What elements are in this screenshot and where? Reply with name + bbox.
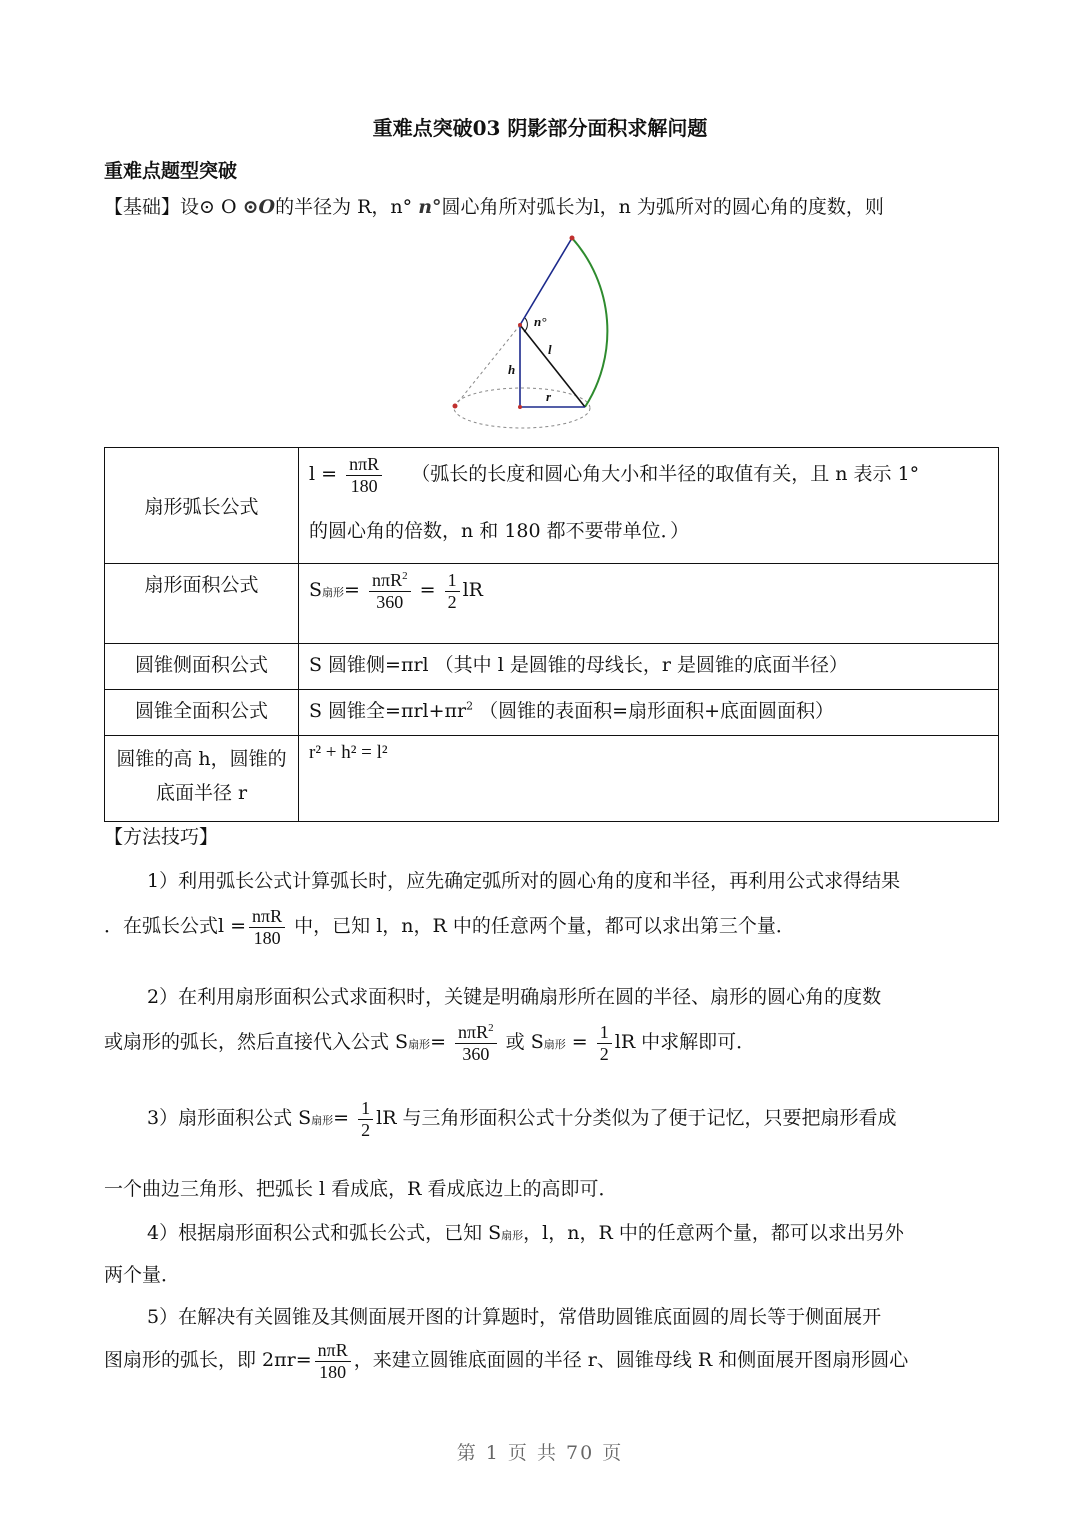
method-4-line-1: 4）根据扇形面积公式和弧长公式，已知 S扇形，l，n，R 中的任意两个量，都可以求出另外: [147, 1222, 904, 1244]
row-content: S 圆锥侧=πrl （其中 l 是圆锥的母线长，r 是圆锥的底面半径）: [299, 644, 999, 690]
row-content: S扇形= $\frac{n\pi R^2}{360}$ = $\frac{1}{2}$ lR: [299, 564, 999, 644]
fraction: $\frac{n\pi R^2}{360}$: [455, 1022, 497, 1064]
circle-o-symbol: ⊙O: [242, 196, 276, 218]
left-point: [453, 404, 458, 409]
formula-table: [104, 447, 999, 822]
row-label: 圆锥侧面积公式: [105, 644, 299, 690]
cone-sector-diagram: [440, 228, 640, 434]
fraction: $\frac{\text{nπR}}{180}$: [315, 1340, 351, 1382]
table-row: [105, 564, 999, 644]
section-heading: 重难点题型突破: [104, 160, 238, 182]
formula-lhs: l =: [309, 463, 338, 486]
sector-radius-line: [520, 238, 572, 325]
method-3-line-2: 一个曲边三角形、把弧长 l 看成底，R 看成底边上的高即可．: [104, 1178, 618, 1200]
slant-height-line: [520, 325, 585, 407]
formula-note-cont: 的圆心角的倍数，n 和 180 都不要带单位．）: [309, 520, 690, 543]
row-label: 圆锥全面积公式: [105, 690, 299, 736]
angle-label: n°: [534, 314, 547, 329]
n-degree-symbol: n°: [418, 196, 442, 218]
method-2-line-2: 或扇形的弧长，然后直接代入公式 S扇形= $\frac{n\pi R^2}{360}$ 或 S扇形 = $\frac{1}{2}$ lR 中求解即可．: [104, 1022, 756, 1064]
method-3-line-1: 3）扇形面积公式 S扇形= $\frac{1}{2}$ lR 与三角形面积公式十分类似为了便于记忆，只要把扇形看成: [147, 1098, 897, 1140]
apex-point: [518, 323, 522, 327]
intro-text-c: 圆心角所对弧长为l，n 为弧所对的圆心角的度数，则: [441, 196, 884, 218]
row-content: S 圆锥全$=\pi rl+\pi r^2$ （圆锥的表面积=扇形面积+底面圆面积）: [299, 690, 999, 736]
top-point: [570, 236, 575, 241]
method-2-line-1: 2）在利用扇形面积公式求面积时，关键是明确扇形所在圆的半径、扇形的圆心角的度数: [147, 986, 882, 1008]
page-footer: 第 1 页 共 70 页: [456, 1442, 624, 1464]
intro-text-b: 的半径为 R，n°: [275, 196, 413, 218]
methods-heading: 【方法技巧】: [104, 826, 219, 848]
center-point: [518, 405, 522, 409]
method-5-line-1: 5）在解决有关圆锥及其侧面展开图的计算题时，常借助圆锥底面圆的周长等于侧面展开: [147, 1306, 882, 1328]
row-label: 扇形弧长公式: [105, 448, 299, 564]
page-title: 重难点突破03 阴影部分面积求解问题: [372, 116, 708, 140]
fraction: $\frac{1}{2}$: [597, 1022, 612, 1064]
intro-line: [104, 192, 884, 219]
height-label: h: [508, 362, 516, 377]
radius-label: r: [546, 389, 552, 404]
fraction: $\frac{n\pi R^2}{360}$: [369, 570, 411, 612]
fraction: $\frac{1}{2}$: [445, 570, 460, 612]
row-content: [299, 448, 999, 564]
sector-arc: [572, 238, 607, 407]
row-label: 扇形面积公式: [105, 564, 299, 644]
table-row: [105, 736, 999, 822]
fraction: $\frac{1}{2}$: [358, 1098, 373, 1140]
intro-text-a: 【基础】设⊙ O: [104, 196, 237, 218]
slant-label: l: [548, 342, 552, 357]
row-label: 圆锥的高 h，圆锥的底面半径 r: [105, 736, 299, 822]
method-1-line-2: ．在弧长公式l = $\frac{\text{nπR}}{180}$ 中，已知 l，n，R 中的任意两个量，都可以求出第三个量．: [104, 906, 795, 948]
fraction: $\frac{\text{nπR}}{180}$: [346, 454, 382, 496]
method-4-line-2: 两个量．: [104, 1264, 181, 1286]
cone-base-ellipse: [454, 388, 590, 428]
method-5-line-2: 图扇形的弧长，即 2πr= $\frac{\text{nπR}}{180}$ ，来建立圆锥底面圆的半径 r、圆锥母线 R 和侧面展开图扇形圆心: [104, 1340, 909, 1382]
table-row: [105, 644, 999, 690]
method-1-line-1: 1）利用弧长公式计算弧长时，应先确定弧所对的圆心角的度和半径，再利用公式求得结果: [147, 870, 901, 892]
table-row: [105, 690, 999, 736]
formula-note: （弧长的长度和圆心角大小和半径的取值有关，且 n 表示 1°: [411, 463, 920, 486]
table-row: [105, 448, 999, 564]
row-content: r² + h² = l²: [299, 736, 999, 822]
fraction: $\frac{\text{nπR}}{180}$: [249, 906, 285, 948]
